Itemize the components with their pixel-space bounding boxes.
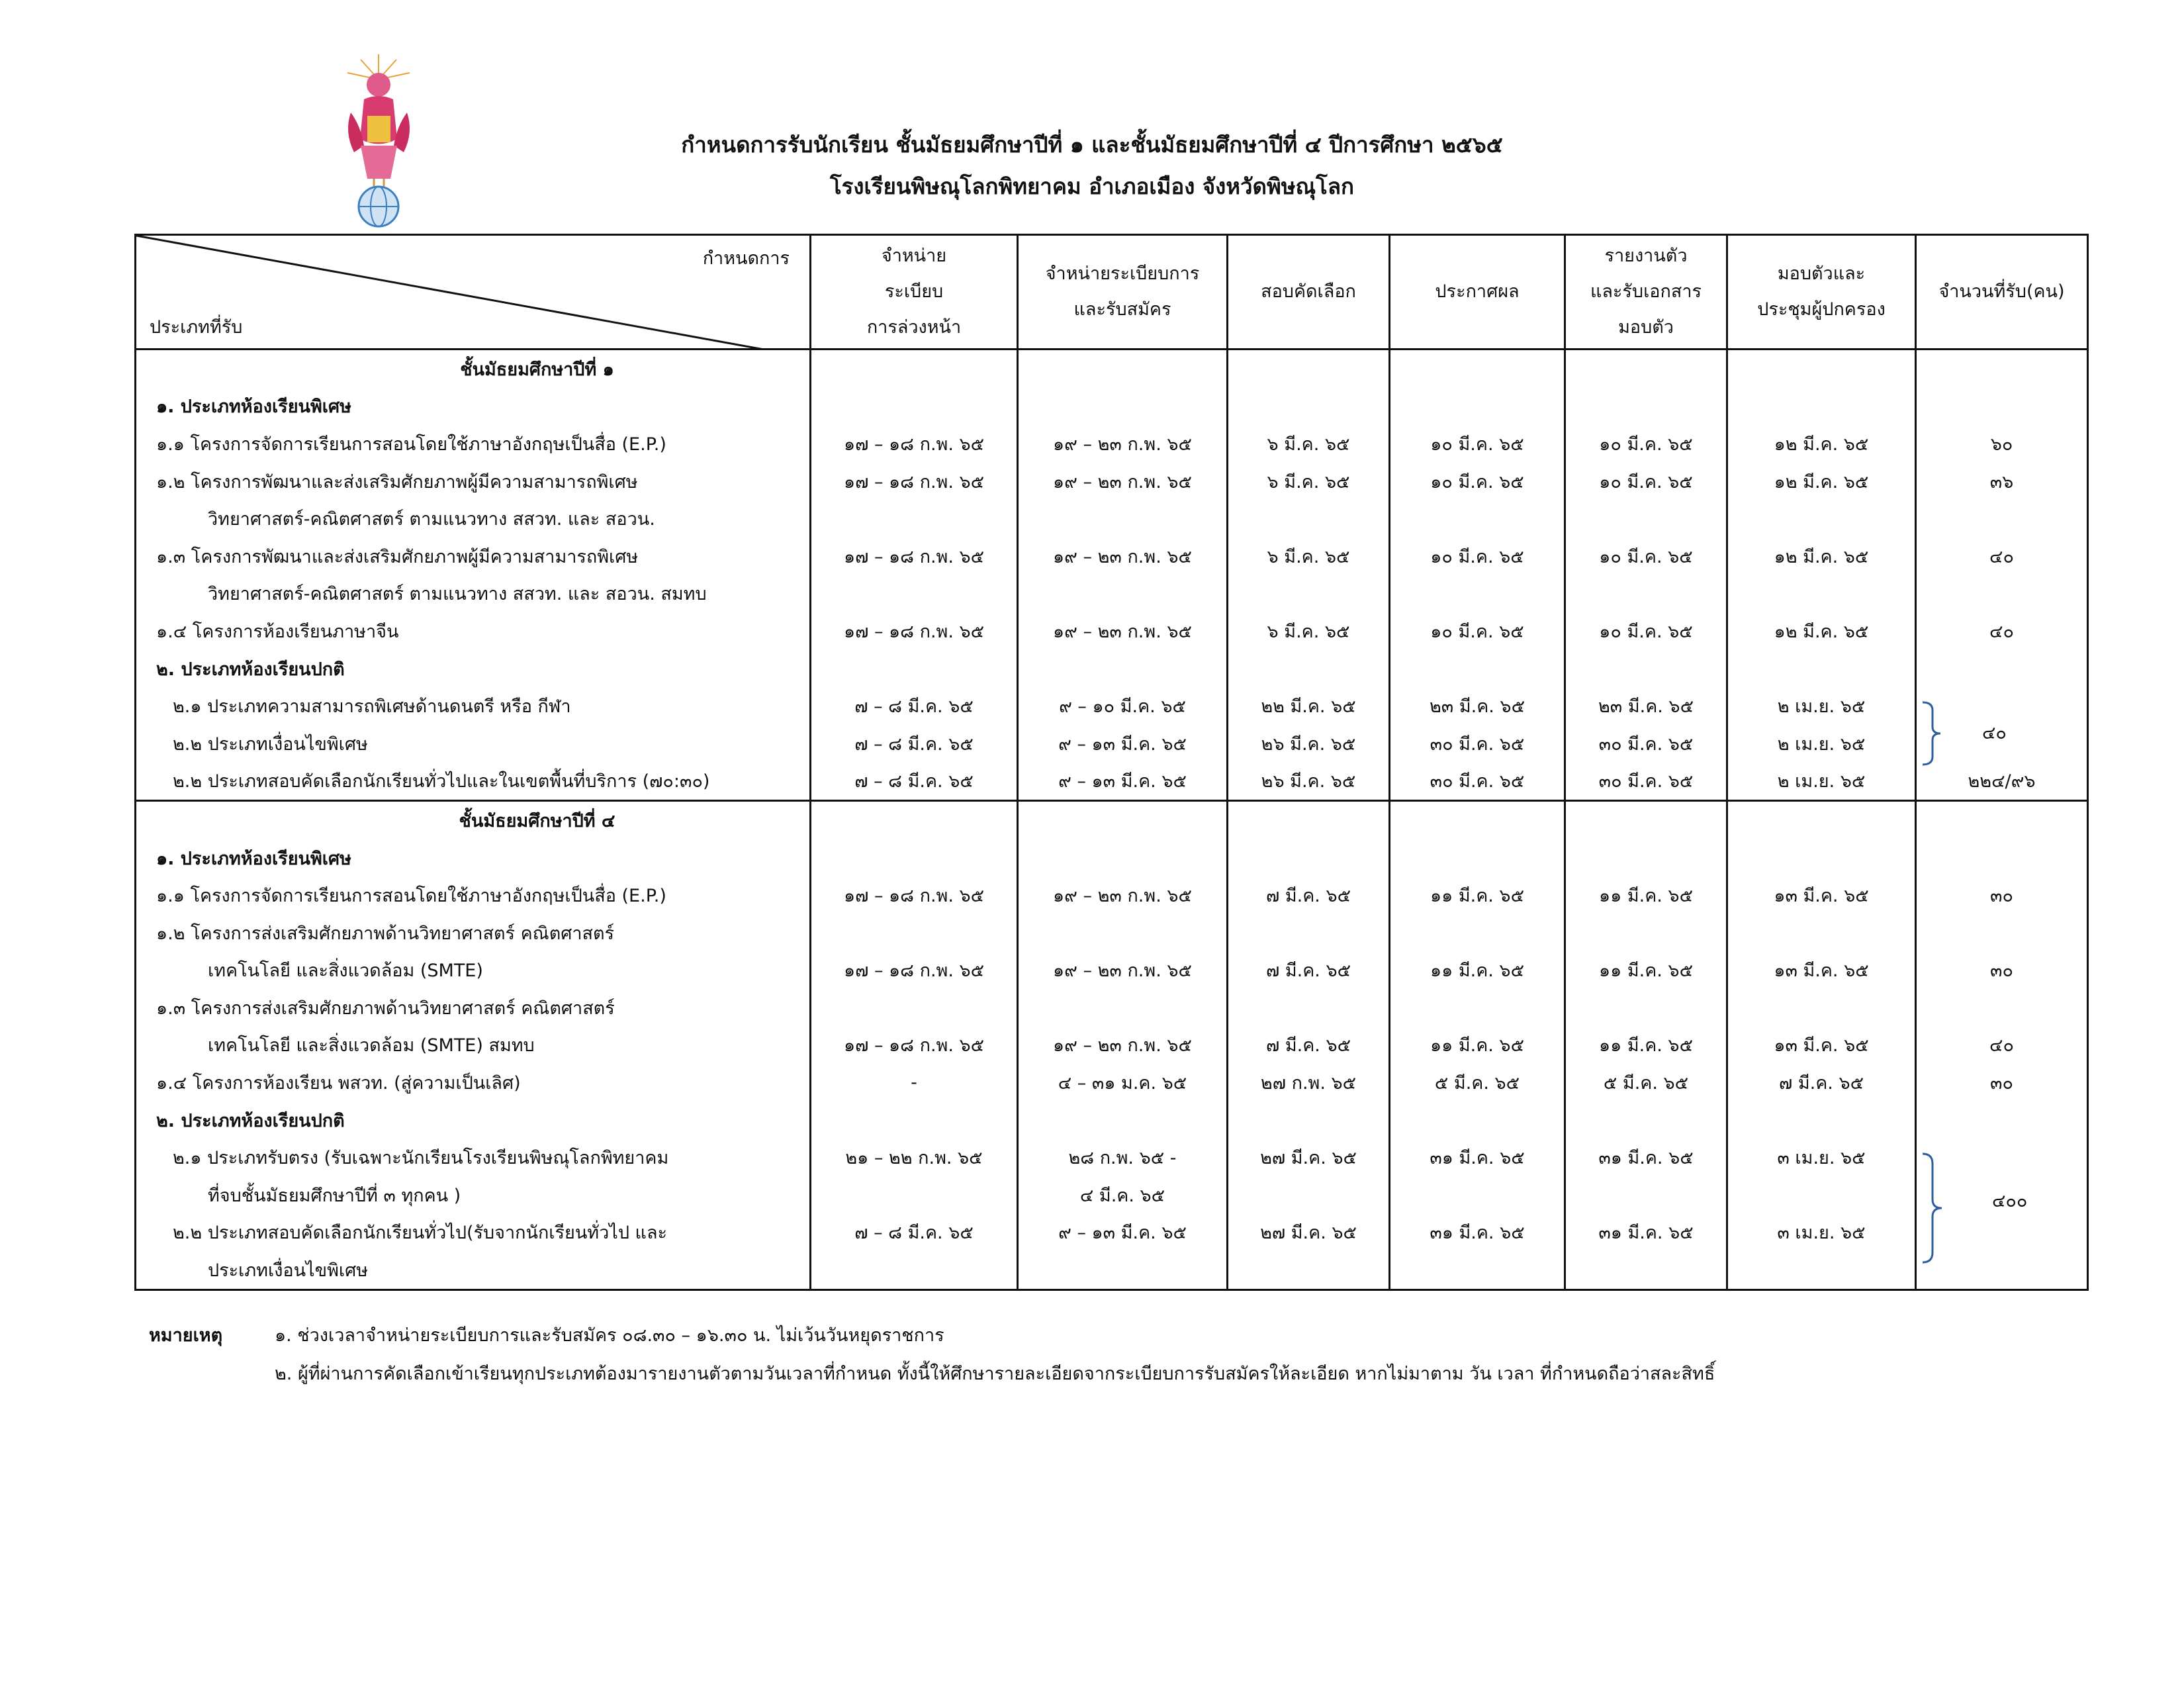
schedule-cell: ๒๑ – ๒๒ ก.พ. ๖๕ — [811, 1139, 1018, 1176]
schedule-cell: ๑๙ – ๒๓ ก.พ. ๖๕ — [1018, 463, 1228, 500]
category-cell: ๒.๒ ประเภทเงื่อนไขพิเศษ — [136, 725, 811, 763]
category-cell: ๒. ประเภทห้องเรียนปกติ — [136, 650, 811, 688]
schedule-cell: ๑๗ – ๑๘ ก.พ. ๖๕ — [811, 538, 1018, 575]
document-title: กำหนดการรับนักเรียน ชั้นมัธยมศึกษาปีที่ ๑ และชั้นมัธยมศึกษาปีที่ ๔ ปีการศึกษา ๒๕๖๕ — [681, 132, 1503, 158]
col-header-line: และรับสมัคร — [1073, 299, 1171, 320]
schedule-cell — [1390, 388, 1565, 426]
schedule-cell — [1916, 650, 2088, 688]
schedule-cell — [1018, 388, 1228, 426]
schedule-cell: ๑๐ มี.ค. ๖๕ — [1390, 538, 1565, 575]
schedule-cell — [1018, 801, 1228, 839]
table-row — [136, 538, 2088, 575]
schedule-cell — [1727, 989, 1916, 1027]
schedule-cell: ๑๙ – ๒๓ ก.พ. ๖๕ — [1018, 538, 1228, 575]
col-header — [811, 235, 1018, 350]
schedule-cell — [1727, 1251, 1916, 1289]
schedule-cell — [1727, 1102, 1916, 1139]
table-row — [136, 1251, 2088, 1289]
schedule-cell: ๓๑ มี.ค. ๖๕ — [1390, 1214, 1565, 1252]
category-cell: ๑.๒ โครงการส่งเสริมศักยภาพด้านวิทยาศาสตร์ คณิตศาสตร์ — [136, 914, 811, 952]
header-schedule-label: กำหนดการ — [702, 248, 790, 269]
category-cell: ๑.๓ โครงการส่งเสริมศักยภาพด้านวิทยาศาสตร์ คณิตศาสตร์ — [136, 989, 811, 1027]
schedule-cell: ๑๑ มี.ค. ๖๕ — [1565, 876, 1727, 914]
schedule-cell — [1228, 1102, 1390, 1139]
col-header-line: และรับเอกสาร — [1590, 281, 1702, 302]
schedule-cell — [1390, 914, 1565, 952]
schedule-cell — [1565, 1102, 1727, 1139]
schedule-cell: ๑๐ มี.ค. ๖๕ — [1390, 612, 1565, 650]
schedule-cell — [1727, 350, 1916, 388]
table-row — [136, 425, 2088, 463]
schedule-cell: ๕ มี.ค. ๖๕ — [1565, 1064, 1727, 1102]
schedule-cell: ๙ – ๑๓ มี.ค. ๖๕ — [1018, 725, 1228, 763]
schedule-cell — [811, 1251, 1018, 1289]
schedule-cell: ๗ มี.ค. ๖๕ — [1228, 952, 1390, 990]
col-header — [1727, 235, 1916, 350]
schedule-cell — [811, 650, 1018, 688]
schedule-cell: ๒๓ มี.ค. ๖๕ — [1565, 687, 1727, 725]
schedule-cell — [1228, 350, 1390, 388]
table-row — [136, 612, 2088, 650]
schedule-cell: ๓๑ มี.ค. ๖๕ — [1565, 1139, 1727, 1176]
schedule-cell — [811, 839, 1018, 877]
schedule-cell — [1727, 801, 1916, 839]
category-cell: ๒.๑ ประเภทความสามารถพิเศษด้านดนตรี หรือ กีฬา — [136, 687, 811, 725]
col-header-line: จำหน่าย — [881, 246, 947, 266]
schedule-cell — [1018, 650, 1228, 688]
schedule-cell: ๓๑ มี.ค. ๖๕ — [1565, 1214, 1727, 1252]
merged-quota-m1: ๔๐ — [1982, 723, 2007, 743]
schedule-cell — [1565, 801, 1727, 839]
schedule-cell — [811, 1176, 1018, 1214]
schedule-cell — [811, 500, 1018, 538]
col-header-line: ระเบียบ — [884, 281, 944, 302]
table-row — [136, 914, 2088, 952]
schedule-cell: ๒๗ มี.ค. ๖๕ — [1228, 1139, 1390, 1176]
category-cell: ที่จบชั้นมัธยมศึกษาปีที่ ๓ ทุกคน ) — [136, 1176, 811, 1214]
category-cell: ๑. ประเภทห้องเรียนพิเศษ — [136, 839, 811, 877]
schedule-cell: ๒ เม.ย. ๖๕ — [1727, 725, 1916, 763]
schedule-cell — [1018, 1102, 1228, 1139]
schedule-cell: ๔ – ๓๑ ม.ค. ๖๕ — [1018, 1064, 1228, 1102]
schedule-cell — [811, 575, 1018, 613]
schedule-cell: ๑๑ มี.ค. ๖๕ — [1390, 1027, 1565, 1064]
schedule-cell — [811, 1102, 1018, 1139]
schedule-cell: ๙ – ๑๓ มี.ค. ๖๕ — [1018, 763, 1228, 801]
notes-label: หมายเหตุ — [149, 1325, 223, 1346]
category-cell: ๑.๔ โครงการห้องเรียน พสวท. (สู่ความเป็นเลิศ) — [136, 1064, 811, 1102]
schedule-cell — [1916, 575, 2088, 613]
schedule-cell: ๓ เม.ย. ๖๕ — [1727, 1214, 1916, 1252]
schedule-cell: ๑๒ มี.ค. ๖๕ — [1727, 463, 1916, 500]
schedule-cell — [1390, 350, 1565, 388]
schedule-cell: ๔๐ — [1916, 538, 2088, 575]
schedule-cell: ๓๐ — [1916, 952, 2088, 990]
schedule-cell — [1727, 500, 1916, 538]
schedule-cell — [1228, 801, 1390, 839]
schedule-cell: ๑๑ มี.ค. ๖๕ — [1390, 952, 1565, 990]
category-cell: เทคโนโลยี และสิ่งแวดล้อม (SMTE) สมทบ — [136, 1027, 811, 1064]
schedule-cell: ๗ – ๘ มี.ค. ๖๕ — [811, 763, 1018, 801]
schedule-cell: ๒๓ มี.ค. ๖๕ — [1390, 687, 1565, 725]
schedule-cell — [1565, 1176, 1727, 1214]
note-item: ๑. ช่วงเวลาจำหน่ายระเบียบการและรับสมัคร ๐๘.๓๐ – ๑๖.๓๐ น. ไม่เว้นวันหยุดราชการ — [275, 1325, 944, 1346]
schedule-cell: ๑๗ – ๑๘ ก.พ. ๖๕ — [811, 1027, 1018, 1064]
table-row — [136, 952, 2088, 990]
schedule-cell — [1727, 575, 1916, 613]
schedule-cell: ๑๐ มี.ค. ๖๕ — [1390, 425, 1565, 463]
table-row — [136, 1139, 2088, 1176]
schedule-cell — [1390, 989, 1565, 1027]
schedule-cell — [1565, 989, 1727, 1027]
schedule-cell — [1228, 575, 1390, 613]
schedule-cell — [1390, 1251, 1565, 1289]
schedule-cell: ๑๐ มี.ค. ๖๕ — [1565, 425, 1727, 463]
schedule-cell: ๑๐ มี.ค. ๖๕ — [1565, 538, 1727, 575]
schedule-cell — [1916, 914, 2088, 952]
category-cell: ชั้นมัธยมศึกษาปีที่ ๔ — [136, 801, 811, 839]
schedule-cell — [1018, 1251, 1228, 1289]
schedule-cell: ๗ – ๘ มี.ค. ๖๕ — [811, 687, 1018, 725]
brace-icon — [1919, 1152, 1946, 1264]
schedule-cell: ๔๐ — [1916, 1027, 2088, 1064]
schedule-cell: ๒๘ ก.พ. ๖๕ - — [1018, 1139, 1228, 1176]
schedule-cell: ๑๗ – ๑๘ ก.พ. ๖๕ — [811, 876, 1018, 914]
schedule-cell — [1727, 839, 1916, 877]
col-header-line: มอบตัวและ — [1777, 263, 1866, 284]
table-row — [136, 350, 2088, 388]
schedule-cell — [1228, 388, 1390, 426]
table-row — [136, 500, 2088, 538]
table-row — [136, 763, 2088, 801]
schedule-cell — [1916, 989, 2088, 1027]
col-header — [1390, 235, 1565, 350]
schedule-cell — [1228, 839, 1390, 877]
table-row — [136, 650, 2088, 688]
header-row — [136, 235, 2088, 350]
schedule-cell — [1390, 801, 1565, 839]
schedule-cell: ๑๗ – ๑๘ ก.พ. ๖๕ — [811, 612, 1018, 650]
schedule-cell: ๒๗ ก.พ. ๖๕ — [1228, 1064, 1390, 1102]
schedule-cell — [1018, 575, 1228, 613]
schedule-cell — [1018, 500, 1228, 538]
schedule-cell: ๑๓ มี.ค. ๖๕ — [1727, 952, 1916, 990]
category-cell: ประเภทเงื่อนไขพิเศษ — [136, 1251, 811, 1289]
schedule-cell: ๑๙ – ๒๓ ก.พ. ๖๕ — [1018, 612, 1228, 650]
category-cell: ๑.๔ โครงการห้องเรียนภาษาจีน — [136, 612, 811, 650]
schedule-cell: ๑๗ – ๑๘ ก.พ. ๖๕ — [811, 952, 1018, 990]
schedule-cell — [1228, 1251, 1390, 1289]
schedule-cell — [1390, 1102, 1565, 1139]
table-body — [136, 350, 2088, 1290]
schedule-cell: ๑๙ – ๒๓ ก.พ. ๖๕ — [1018, 876, 1228, 914]
schedule-cell: ๑๙ – ๒๓ ก.พ. ๖๕ — [1018, 425, 1228, 463]
schedule-cell: ๓๐ มี.ค. ๖๕ — [1390, 763, 1565, 801]
schedule-cell: ๑๒ มี.ค. ๖๕ — [1727, 612, 1916, 650]
schedule-cell: ๔ มี.ค. ๖๕ — [1018, 1176, 1228, 1214]
category-cell: ชั้นมัธยมศึกษาปีที่ ๑ — [136, 350, 811, 388]
schedule-cell — [1018, 839, 1228, 877]
schedule-cell: ๖๐ — [1916, 425, 2088, 463]
schedule-cell: ๑๑ มี.ค. ๖๕ — [1565, 952, 1727, 990]
schedule-cell: ๓๖ — [1916, 463, 2088, 500]
schedule-cell — [1565, 650, 1727, 688]
schedule-cell — [1228, 989, 1390, 1027]
schedule-cell — [811, 801, 1018, 839]
table-row — [136, 876, 2088, 914]
schedule-cell — [1916, 839, 2088, 877]
schedule-cell — [1565, 1251, 1727, 1289]
table-row — [136, 1214, 2088, 1252]
category-cell: ๒.๑ ประเภทรับตรง (รับเฉพาะนักเรียนโรงเรียนพิษณุโลกพิทยาคม — [136, 1139, 811, 1176]
schedule-cell: ๖ มี.ค. ๖๕ — [1228, 463, 1390, 500]
table-row — [136, 687, 2088, 725]
schedule-cell: ๒๖ มี.ค. ๖๕ — [1228, 763, 1390, 801]
schedule-cell: ๑๒ มี.ค. ๖๕ — [1727, 425, 1916, 463]
table-row — [136, 989, 2088, 1027]
col-header-line: จำหน่ายระเบียบการ — [1045, 263, 1200, 284]
category-cell: วิทยาศาสตร์-คณิตศาสตร์ ตามแนวทาง สสวท. และ สอวน. สมทบ — [136, 575, 811, 613]
schedule-cell: ๑๙ – ๒๓ ก.พ. ๖๕ — [1018, 952, 1228, 990]
schedule-cell — [1565, 575, 1727, 613]
table-row — [136, 575, 2088, 613]
schedule-cell — [1565, 500, 1727, 538]
schedule-cell — [1727, 388, 1916, 426]
schedule-cell — [1565, 350, 1727, 388]
schedule-cell — [1018, 350, 1228, 388]
schedule-cell — [1228, 500, 1390, 538]
schedule-cell — [1916, 500, 2088, 538]
col-header — [1565, 235, 1727, 350]
schedule-cell: ๑๒ มี.ค. ๖๕ — [1727, 538, 1916, 575]
schedule-cell: ๗ มี.ค. ๖๕ — [1727, 1064, 1916, 1102]
col-header-line: ประชุมผู้ปกครอง — [1757, 299, 1886, 320]
category-cell: วิทยาศาสตร์-คณิตศาสตร์ ตามแนวทาง สสวท. และ สอวน. — [136, 500, 811, 538]
col-header — [1228, 235, 1390, 350]
schedule-cell: ๗ – ๘ มี.ค. ๖๕ — [811, 725, 1018, 763]
schedule-cell: ๓๐ มี.ค. ๖๕ — [1565, 725, 1727, 763]
schedule-cell — [1390, 650, 1565, 688]
schedule-cell — [811, 350, 1018, 388]
schedule-cell — [1727, 1176, 1916, 1214]
schedule-cell: ๖ มี.ค. ๖๕ — [1228, 612, 1390, 650]
col-header-line: ประกาศผล — [1435, 281, 1520, 302]
category-cell: ๒. ประเภทห้องเรียนปกติ — [136, 1102, 811, 1139]
table-row — [136, 463, 2088, 500]
col-header — [1916, 235, 2088, 350]
col-header-line: จำนวนที่รับ(คน) — [1938, 281, 2065, 302]
schedule-cell — [1390, 575, 1565, 613]
col-header-line: การล่วงหน้า — [866, 317, 962, 338]
schedule-cell — [1390, 500, 1565, 538]
col-header-line: รายงานตัว — [1604, 246, 1688, 266]
schedule-cell: ๓๑ มี.ค. ๖๕ — [1390, 1139, 1565, 1176]
category-cell: เทคโนโลยี และสิ่งแวดล้อม (SMTE) — [136, 952, 811, 990]
schedule-cell: ๖ มี.ค. ๖๕ — [1228, 538, 1390, 575]
schedule-cell: ๑๑ มี.ค. ๖๕ — [1390, 876, 1565, 914]
schedule-cell: ๑๑ มี.ค. ๖๕ — [1565, 1027, 1727, 1064]
schedule-cell: ๕ มี.ค. ๖๕ — [1390, 1064, 1565, 1102]
table-row — [136, 839, 2088, 877]
schedule-cell: ๑๓ มี.ค. ๖๕ — [1727, 1027, 1916, 1064]
schedule-cell: ๑๗ – ๑๘ ก.พ. ๖๕ — [811, 463, 1018, 500]
schedule-cell: ๗ มี.ค. ๖๕ — [1228, 1027, 1390, 1064]
admission-schedule-table — [134, 234, 2089, 1291]
schedule-cell: - — [811, 1064, 1018, 1102]
schedule-cell — [1565, 388, 1727, 426]
schedule-cell: ๑๙ – ๒๓ ก.พ. ๖๕ — [1018, 1027, 1228, 1064]
schedule-cell: ๒๗ มี.ค. ๖๕ — [1228, 1214, 1390, 1252]
schedule-cell: ๑๐ มี.ค. ๖๕ — [1565, 612, 1727, 650]
schedule-cell — [1565, 914, 1727, 952]
schedule-cell: ๒ เม.ย. ๖๕ — [1727, 687, 1916, 725]
col-header — [1018, 235, 1228, 350]
schedule-cell — [1018, 989, 1228, 1027]
school-emblem-icon — [334, 53, 424, 228]
category-cell: ๑.๒ โครงการพัฒนาและส่งเสริมศักยภาพผู้มีความสามารถพิเศษ — [136, 463, 811, 500]
schedule-cell: ๗ มี.ค. ๖๕ — [1228, 876, 1390, 914]
schedule-cell: ๗ – ๘ มี.ค. ๖๕ — [811, 1214, 1018, 1252]
schedule-cell — [1018, 914, 1228, 952]
category-cell: ๑. ประเภทห้องเรียนพิเศษ — [136, 388, 811, 426]
schedule-cell — [1727, 650, 1916, 688]
schedule-cell: ๓๐ — [1916, 876, 2088, 914]
schedule-cell: ๑๓ มี.ค. ๖๕ — [1727, 876, 1916, 914]
schedule-cell — [1228, 650, 1390, 688]
schedule-cell: ๒ เม.ย. ๖๕ — [1727, 763, 1916, 801]
schedule-cell: ๓ เม.ย. ๖๕ — [1727, 1139, 1916, 1176]
schedule-cell: ๔๐ — [1916, 612, 2088, 650]
schedule-cell — [1916, 1102, 2088, 1139]
schedule-cell: ๒๒๔/๙๖ — [1916, 763, 2088, 801]
table-row — [136, 801, 2088, 839]
schedule-cell: ๓๐ มี.ค. ๖๕ — [1565, 763, 1727, 801]
note-item: ๒. ผู้ที่ผ่านการคัดเลือกเข้าเรียนทุกประเภทต้องมารายงานตัวตามวันเวลาที่กำหนด ทั้งนี้ให้ศึกษารายละเอียดจากระเบียบการรับสมัครให้ละเอียด หากไม่มาตาม วัน เวลา ที่กำหนดถือว่าสละสิทธิ์ — [275, 1364, 1715, 1384]
col-header-line: มอบตัว — [1618, 317, 1674, 338]
category-cell: ๑.๓ โครงการพัฒนาและส่งเสริมศักยภาพผู้มีความสามารถพิเศษ — [136, 538, 811, 575]
schedule-cell: ๒๖ มี.ค. ๖๕ — [1228, 725, 1390, 763]
schedule-cell — [811, 388, 1018, 426]
schedule-cell: ๖ มี.ค. ๖๕ — [1228, 425, 1390, 463]
table-row — [136, 725, 2088, 763]
category-cell: ๑.๑ โครงการจัดการเรียนการสอนโดยใช้ภาษาอังกฤษเป็นสื่อ (E.P.) — [136, 425, 811, 463]
table-row — [136, 1027, 2088, 1064]
category-cell: ๑.๑ โครงการจัดการเรียนการสอนโดยใช้ภาษาอังกฤษเป็นสื่อ (E.P.) — [136, 876, 811, 914]
diagonal-header-cell — [136, 235, 811, 350]
table-row — [136, 1064, 2088, 1102]
schedule-cell — [811, 914, 1018, 952]
school-name: โรงเรียนพิษณุโลกพิทยาคม อำเภอเมือง จังหวัดพิษณุโลก — [829, 173, 1355, 199]
schedule-cell: ๓๐ — [1916, 1064, 2088, 1102]
schedule-cell — [811, 989, 1018, 1027]
schedule-cell — [1228, 1176, 1390, 1214]
table-row — [136, 1102, 2088, 1139]
col-header-line: สอบคัดเลือก — [1261, 281, 1356, 302]
merged-quota-m4: ๔๐๐ — [1992, 1191, 2028, 1211]
schedule-cell: ๑๐ มี.ค. ๖๕ — [1390, 463, 1565, 500]
schedule-cell: ๙ – ๑๐ มี.ค. ๖๕ — [1018, 687, 1228, 725]
schedule-cell — [1565, 839, 1727, 877]
schedule-cell: ๑๗ – ๑๘ ก.พ. ๖๕ — [811, 425, 1018, 463]
table-row — [136, 1176, 2088, 1214]
schedule-cell: ๓๐ มี.ค. ๖๕ — [1390, 725, 1565, 763]
schedule-cell: ๙ – ๑๓ มี.ค. ๖๕ — [1018, 1214, 1228, 1252]
schedule-cell — [1916, 801, 2088, 839]
header-type-label: ประเภทที่รับ — [150, 317, 243, 338]
table-row — [136, 388, 2088, 426]
schedule-cell — [1916, 388, 2088, 426]
schedule-cell — [1727, 914, 1916, 952]
schedule-cell: ๒๒ มี.ค. ๖๕ — [1228, 687, 1390, 725]
brace-icon — [1919, 700, 1946, 767]
schedule-cell — [1390, 839, 1565, 877]
schedule-cell — [1390, 1176, 1565, 1214]
schedule-cell — [1228, 914, 1390, 952]
schedule-cell: ๑๐ มี.ค. ๖๕ — [1565, 463, 1727, 500]
schedule-cell — [1916, 350, 2088, 388]
category-cell: ๒.๒ ประเภทสอบคัดเลือกนักเรียนทั่วไปและในเขตพื้นที่บริการ (๗๐:๓๐) — [136, 763, 811, 801]
category-cell: ๒.๒ ประเภทสอบคัดเลือกนักเรียนทั่วไป(รับจากนักเรียนทั่วไป และ — [136, 1214, 811, 1252]
